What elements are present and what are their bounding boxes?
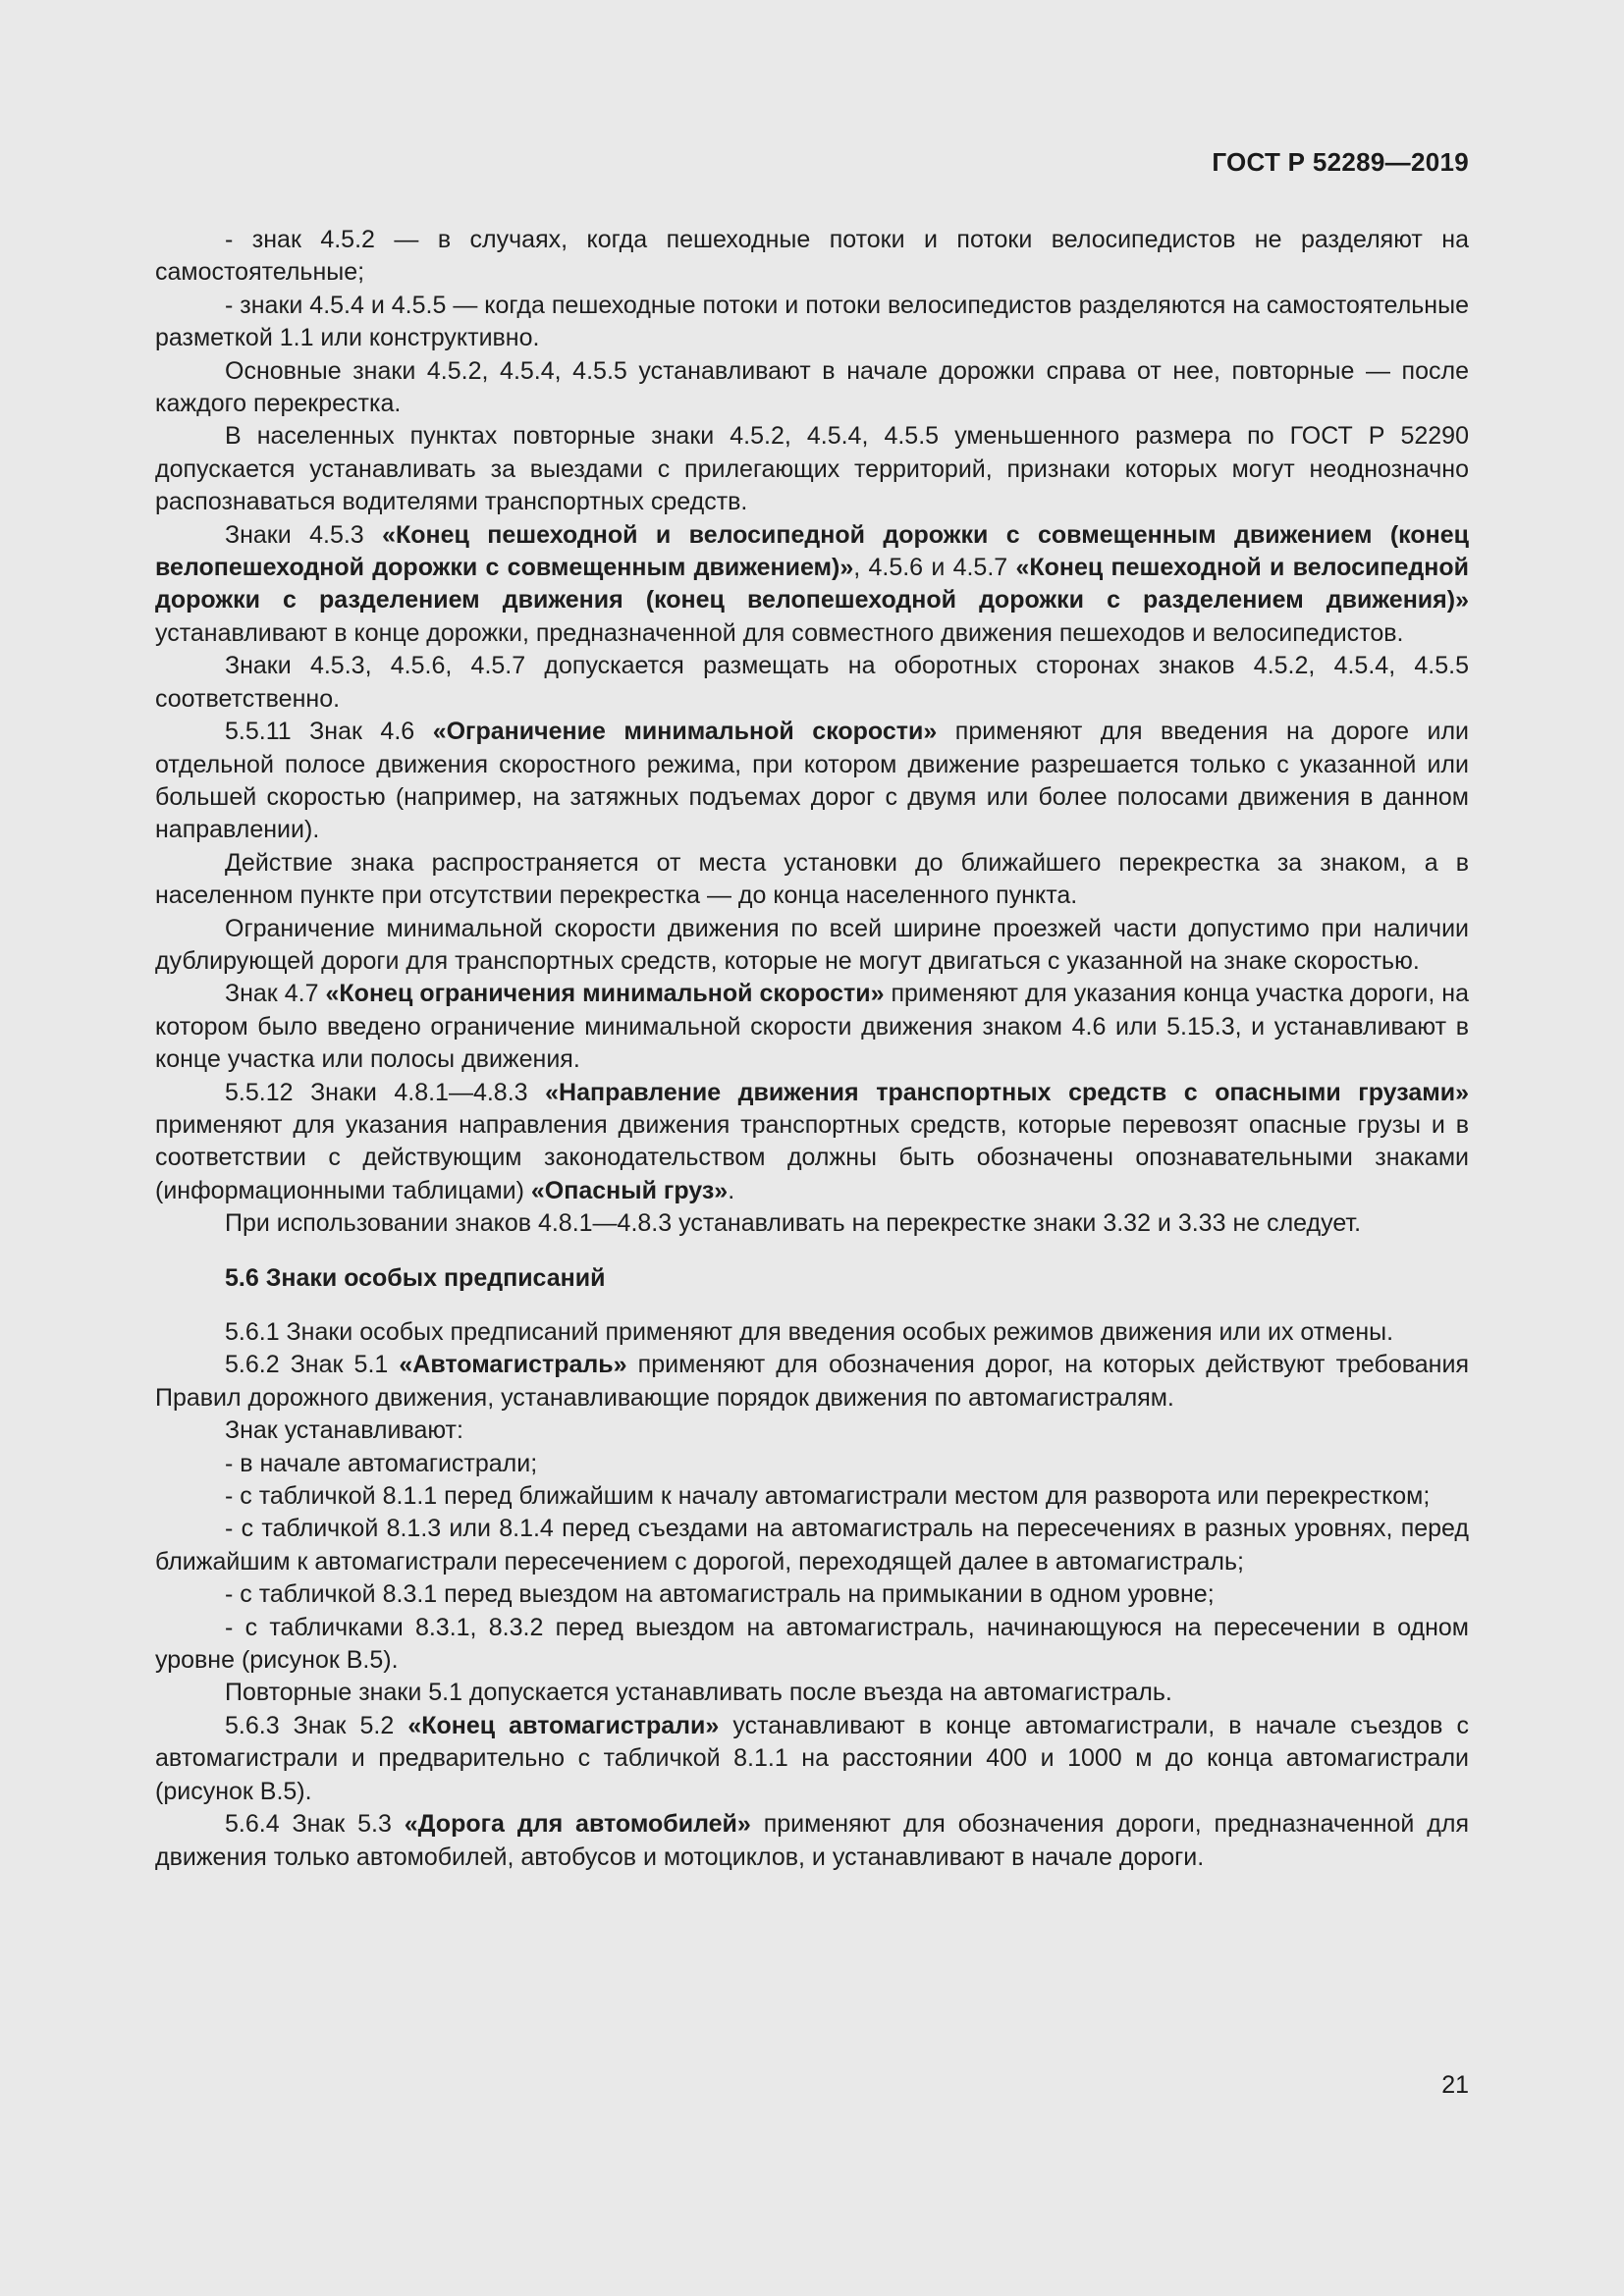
text-run: В населенных пунктах повторные знаки 4.5.2, 4.5.4, 4.5.5 уменьшенного размера по ГОСТ Р 52290 допускается устанавливать за выездами с прилегающих территорий, признаки которых могут неоднозначно распознаваться водителями транспортных средств.: [155, 422, 1469, 516]
text-run: - с табличкой 8.1.1 перед ближайшим к началу автомагистрали местом для разворота или перекрестком;: [225, 1482, 1431, 1511]
text-run: Знак 4.7: [225, 980, 326, 1008]
bold-term: «Дорога для автомобилей»: [404, 1810, 751, 1839]
text-run: - знаки 4.5.4 и 4.5.5 — когда пешеходные потоки и потоки велосипедистов разделяются на самостоятельные разметкой 1.1 или конструктивно.: [155, 291, 1469, 352]
paragraph: [155, 1316, 1469, 1349]
paragraph: [155, 650, 1469, 716]
text-run: Знаки 4.5.3: [225, 520, 383, 549]
text-run: Действие знака распространяется от места установки до ближайшего перекрестка за знаком, а в населенном пункте при отсутствии перекрестка — до конца населенного пункта.: [155, 848, 1469, 910]
paragraph: [155, 1578, 1469, 1611]
text-run: Основные знаки 4.5.2, 4.5.4, 4.5.5 устанавливают в начале дорожки справа от нее, повторные — после каждого перекрестка.: [155, 356, 1469, 418]
paragraph: [155, 1710, 1469, 1808]
paragraph: [155, 716, 1469, 847]
paragraph: [155, 978, 1469, 1076]
text-run: - с табличкой 8.1.3 или 8.1.4 перед съездами на автомагистраль на пересечениях в разных уровнях, перед ближайшим к автомагистрали пересечением с дорогой, переходящей далее в автомагистраль;: [155, 1515, 1469, 1575]
text-run: Повторные знаки 5.1 допускается устанавливать после въезда на автомагистраль.: [225, 1679, 1172, 1707]
page-number: 21: [1441, 2071, 1469, 2099]
paragraph: [155, 1677, 1469, 1709]
paragraph: [155, 1480, 1469, 1513]
paragraph: [155, 355, 1469, 421]
paragraph: [155, 1808, 1469, 1874]
text-run: 5.5.12 Знаки 4.8.1—4.8.3: [225, 1078, 546, 1106]
text-run: применяют для обозначения дорог, на которых действуют требования Правил дорожного движения, устанавливающие порядок движения по автомагистралям.: [155, 1351, 1469, 1412]
text-run: - с табличками 8.3.1, 8.3.2 перед выездом на автомагистраль, начинающуюся на пересечении в одном уровне (рисунок В.5).: [155, 1613, 1469, 1675]
paragraph: [155, 1448, 1469, 1480]
text-run: 5.6.1 Знаки особых предписаний применяют для введения особых режимов движения или их отмены.: [225, 1318, 1394, 1346]
text-run: применяют для указания направления движения транспортных средств, которые перевозят опасные грузы и в соответствии с действующим законодательством должны быть обозначены опознавательными знаками (информационными таблицами): [155, 1110, 1469, 1204]
paragraph: [155, 290, 1469, 355]
paragraph: [155, 224, 1469, 290]
text-run: применяют для обозначения дороги, предназначенной для движения только автомобилей, автобусов и мотоциклов, и устанавливают в начале дороги.: [155, 1810, 1469, 1871]
paragraph: [155, 1349, 1469, 1415]
text-run: Знаки 4.5.3, 4.5.6, 4.5.7 допускается размещать на оборотных сторонах знаков 4.5.2, 4.5.4, 4.5.5 соответственно.: [155, 652, 1469, 713]
text-run: - знак 4.5.2 — в случаях, когда пешеходные потоки и потоки велосипедистов не разделяют на самостоятельные;: [155, 226, 1469, 287]
text-run: 5.6.4 Знак 5.3: [225, 1810, 405, 1839]
text-run: - с табличкой 8.3.1 перед выездом на автомагистраль на примыкании в одном уровне;: [225, 1580, 1215, 1609]
paragraph: [155, 1207, 1469, 1240]
paragraph: [155, 913, 1469, 979]
text-run: 5.5.11 Знак 4.6: [225, 718, 433, 746]
bold-term: «Конец пешеходной и велосипедной дорожки с совмещенным движением (конец велопешеходной дорожки с совмещенным движением)»: [155, 520, 1469, 582]
text-run: устанавливают в конце автомагистрали, в начале съездов с автомагистрали и предварительно с табличкой 8.1.1 на расстоянии 400 и 1000 м до конца автомагистрали (рисунок В.5).: [155, 1711, 1469, 1805]
bold-term: «Конец автомагистрали»: [407, 1711, 720, 1739]
paragraph: [155, 1077, 1469, 1208]
text-run: применяют для указания конца участка дороги, на котором было введено ограничение минимальной скорости движения знаком 4.6 или 5.15.3, и устанавливают в конце участка или полосы движения.: [155, 980, 1469, 1074]
text-run: .: [728, 1176, 735, 1204]
bold-term: «Конец пешеходной и велосипедной дорожки с разделением движения (конец велопешеходной дорожки с разделением движения)»: [155, 554, 1469, 614]
text-run: При использовании знаков 4.8.1—4.8.3 устанавливать на перекрестке знаки 3.32 и 3.33 не следует.: [225, 1209, 1362, 1238]
paragraph: [155, 1612, 1469, 1678]
bold-term: «Ограничение минимальной скорости»: [432, 718, 938, 746]
text-run: Ограничение минимальной скорости движения по всей ширине проезжей части допустимо при наличии дублирующей дороги для транспортных средств, которые не могут двигаться с указанной на знаке скоростью.: [155, 914, 1469, 975]
paragraph: [155, 1513, 1469, 1578]
document-code-header: ГОСТ Р 52289—2019: [1212, 147, 1469, 177]
paragraph: [155, 420, 1469, 518]
document-body: [155, 224, 1469, 1874]
bold-term: «Автомагистраль»: [399, 1351, 627, 1379]
paragraph: [155, 1415, 1469, 1447]
text-run: устанавливают в конце дорожки, предназначенной для совместного движения пешеходов и велосипедистов.: [155, 618, 1404, 647]
paragraph: [155, 847, 1469, 913]
text-run: - в начале автомагистрали;: [225, 1449, 538, 1477]
text-run: 5.6.3 Знак 5.2: [225, 1711, 408, 1739]
bold-term: «Направление движения транспортных средств с опасными грузами»: [545, 1078, 1469, 1106]
paragraph: [155, 519, 1469, 651]
text-run: , 4.5.6 и 4.5.7: [853, 554, 1016, 582]
text-run: применяют для введения на дороге или отдельной полосе движения скоростного режима, при котором движение разрешается только с указанной или большей скоростью (например, на затяжных подъемах дорог с двумя или более полосами движения в данном направлении).: [155, 718, 1469, 844]
text-run: Знак устанавливают:: [225, 1416, 463, 1445]
bold-term: «Конец ограничения минимальной скорости»: [325, 980, 885, 1008]
section-heading: 5.6 Знаки особых предписаний: [225, 1263, 606, 1292]
bold-term: «Опасный груз»: [530, 1176, 729, 1204]
text-run: 5.6.2 Знак 5.1: [225, 1351, 400, 1379]
